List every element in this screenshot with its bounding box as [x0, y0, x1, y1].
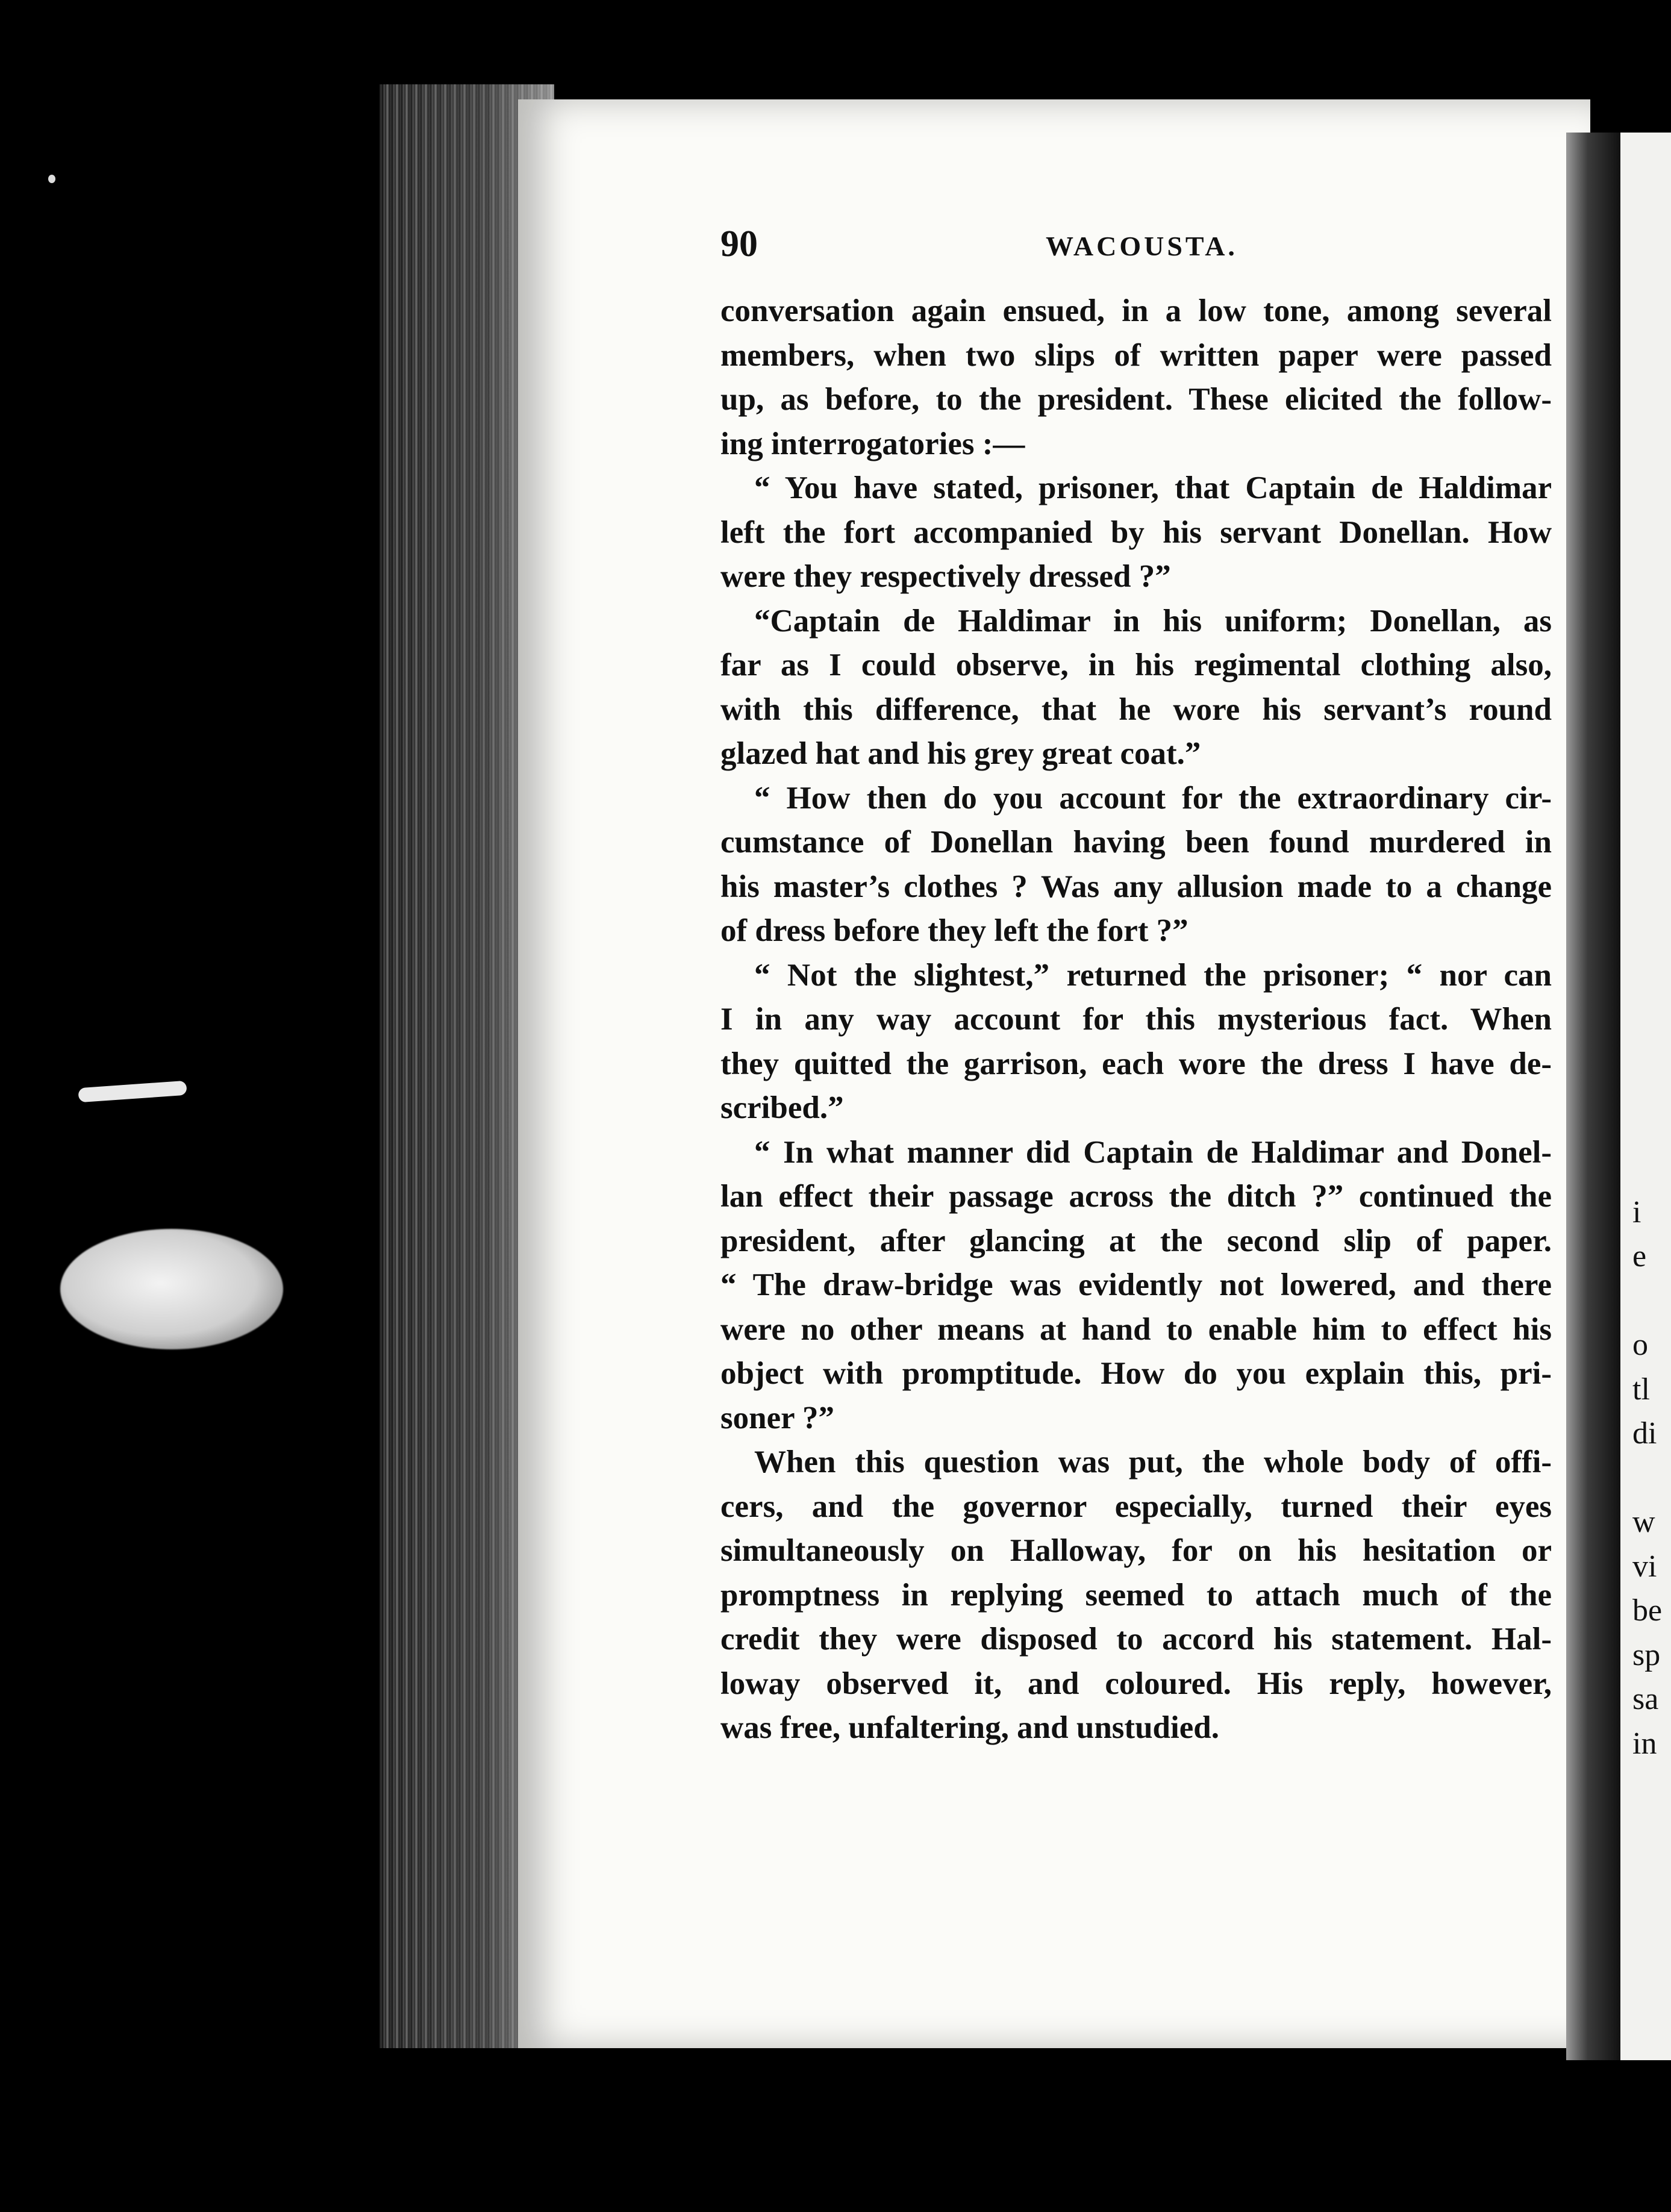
text-line: promptness in replying seemed to attach much of the: [720, 1577, 1552, 1613]
text-line: credit they were disposed to accord his statement. Hal-: [720, 1622, 1552, 1657]
text-line: with this difference, that he wore his servant’s round: [720, 692, 1552, 727]
next-page-fragment: in: [1632, 1726, 1657, 1761]
next-page-fragment: i: [1632, 1195, 1641, 1229]
text-line: conversation again ensued, in a low tone, among several: [720, 293, 1552, 328]
text-line: ing interrogatories :—: [720, 426, 1025, 461]
text-line: object with promptitude. How do you explain this, pri-: [720, 1356, 1552, 1391]
text-line: president, after glancing at the second slip of paper.: [720, 1223, 1552, 1258]
text-line: glazed hat and his grey great coat.”: [720, 736, 1201, 771]
text-block: [720, 223, 1552, 1751]
next-page-fragment: o: [1632, 1328, 1648, 1362]
next-page-fragment: be: [1632, 1593, 1663, 1628]
running-head: WACOUSTA.: [1046, 231, 1238, 261]
lint-debris: [60, 1229, 283, 1349]
text-line: lan effect their passage across the ditch ?” continued the: [720, 1179, 1552, 1214]
text-line: his master’s clothes ? Was any allusion made to a change: [720, 869, 1552, 904]
next-page-fragment: w: [1632, 1505, 1655, 1539]
text-line: simultaneously on Halloway, for on his hesitation or: [720, 1533, 1552, 1568]
text-line: were they respectively dressed ?”: [720, 559, 1171, 594]
lint-strand: [78, 1081, 187, 1102]
text-line: “ You have stated, prisoner, that Captain de Haldimar: [754, 470, 1552, 505]
next-page-fragment: tl: [1632, 1372, 1650, 1407]
text-line: of dress before they left the fort ?”: [720, 913, 1188, 948]
text-line: “ In what manner did Captain de Haldimar and Donel-: [754, 1134, 1552, 1170]
next-page-edge: [1620, 133, 1671, 2060]
text-line: they quitted the garrison, each wore the dress I have de-: [720, 1046, 1552, 1081]
text-line: When this question was put, the whole body of offi-: [754, 1445, 1552, 1479]
text-line: “ Not the slightest,” returned the prisoner; “ nor can: [754, 957, 1552, 993]
dust-speck: [48, 175, 55, 183]
text-line: cumstance of Donellan having been found murdered in: [720, 825, 1552, 860]
body-text: [720, 289, 1552, 1751]
text-line: I in any way account for this mysterious fact. When: [720, 1002, 1552, 1037]
text-line: “ How then do you account for the extraordinary cir-: [754, 780, 1552, 816]
text-line: were no other means at hand to enable him to effect his: [720, 1311, 1552, 1347]
text-line: loway observed it, and coloured. His reply, however,: [720, 1666, 1552, 1701]
text-line: was free, unfaltering, and unstudied.: [720, 1710, 1219, 1745]
page-number: 90: [720, 223, 758, 264]
next-page-fragment: vi: [1632, 1549, 1657, 1584]
page-header: [720, 223, 1552, 289]
next-page-fragment: e: [1632, 1239, 1647, 1273]
next-page-fragment: di: [1632, 1416, 1657, 1451]
text-line: cers, and the governor especially, turned their eyes: [720, 1489, 1552, 1524]
text-line: far as I could observe, in his regimental clothing also,: [720, 648, 1552, 683]
next-page-fragment: sa: [1632, 1682, 1659, 1716]
text-line: members, when two slips of written paper were passed: [720, 337, 1552, 373]
text-line: soner ?”: [720, 1400, 834, 1436]
binding-gutter: [1566, 133, 1620, 2060]
text-line: scribed.”: [720, 1090, 844, 1125]
text-line: left the fort accompanied by his servant Donellan. How: [720, 514, 1552, 550]
text-line: up, as before, to the president. These elicited the follow-: [720, 382, 1552, 417]
text-line: “ The draw-bridge was evidently not lowered, and there: [720, 1267, 1552, 1302]
next-page-fragment: sp: [1632, 1637, 1661, 1672]
text-line: “Captain de Haldimar in his uniform; Donellan, as: [754, 603, 1552, 639]
